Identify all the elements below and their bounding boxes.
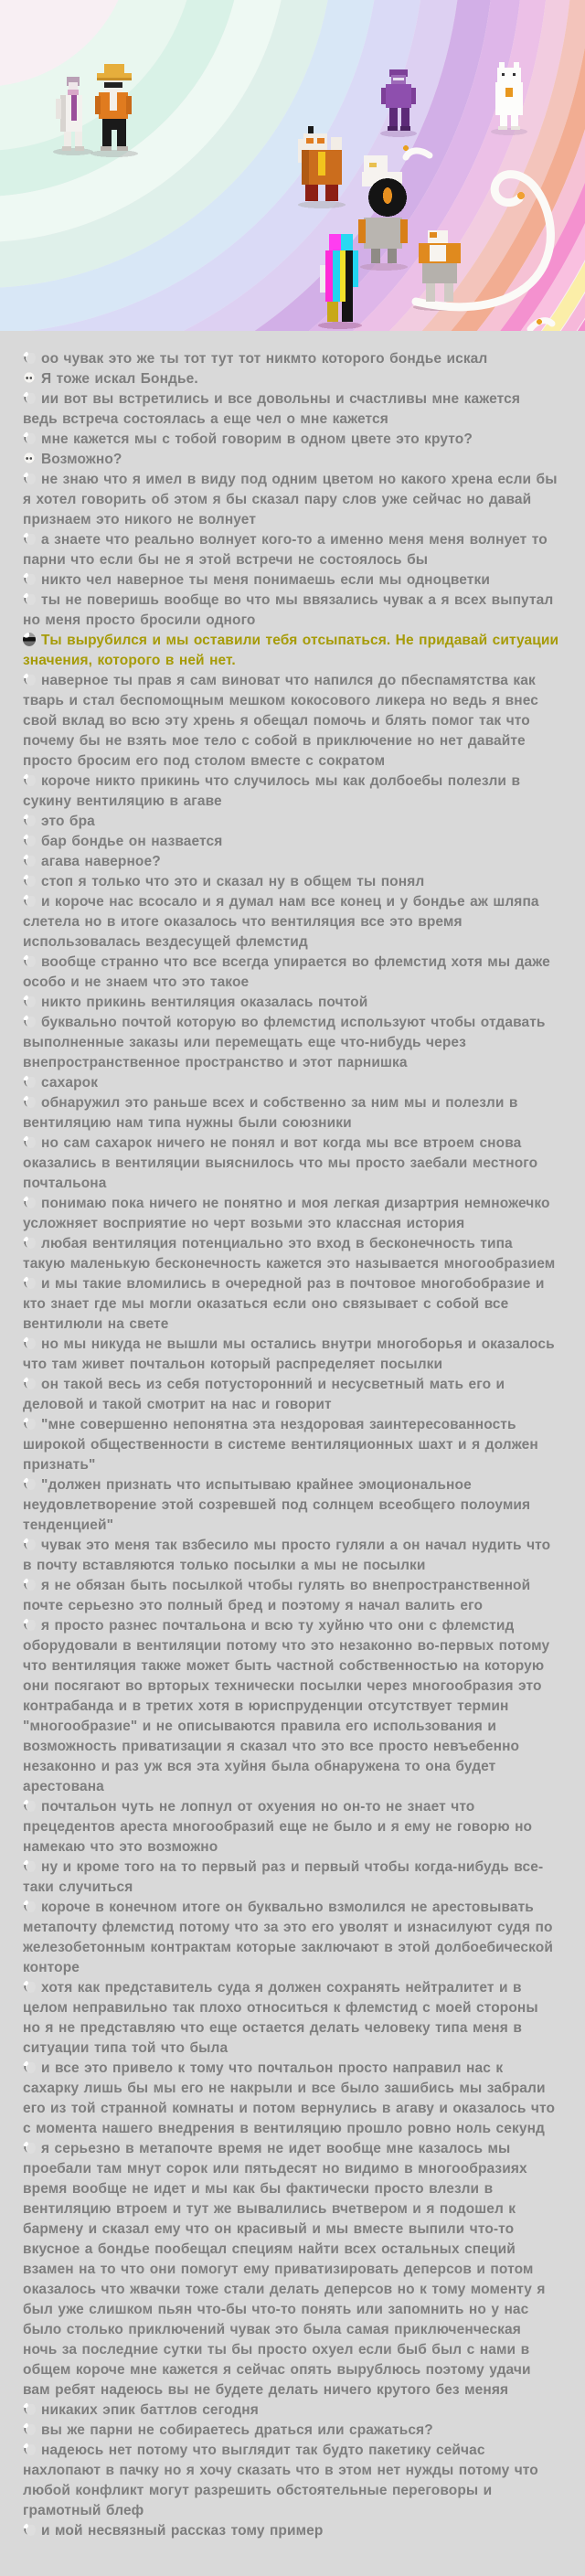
message-row (23, 1415, 559, 1475)
crescent-avatar-icon (23, 1015, 36, 1028)
crescent-avatar-icon (23, 2141, 36, 2155)
message-row (23, 2521, 559, 2541)
message-text: и короче нас всосало и я думал нам все конец и у бондье аж шляпа слетела но в итоге оказалось что вентиляция все это время использовалась вездесущей флемстид (23, 894, 539, 950)
shades-avatar-icon (23, 633, 36, 646)
message-text: почтальон чуть не лопнул от охуения но он-то не знает что прецедентов ареста многообразий еще не было и я ему не говорю но намекаю что это возможно (23, 1799, 533, 1855)
message-text: а знаете что реально волнует кого-то а именно меня меня волнует то парни что если бы не я этой встречи не состоялось бы (23, 532, 548, 568)
message-row (23, 812, 559, 832)
message-text: стоп я только что это и сказал ну в общем ты понял (41, 874, 425, 889)
message-row (23, 349, 559, 369)
crescent-avatar-icon (23, 894, 36, 908)
crescent-avatar-icon (23, 1578, 36, 1591)
crescent-avatar-icon (23, 2402, 36, 2416)
crescent-avatar-icon (23, 834, 36, 847)
message-row (23, 1978, 559, 2059)
crescent-avatar-icon (23, 472, 36, 485)
crescent-avatar-icon (23, 1075, 36, 1089)
message-row (23, 772, 559, 812)
message-text: Я тоже искал Бондье. (41, 371, 198, 387)
message-text: короче никто прикинь что случилось мы как долбоебы полезли в сукину вентиляцию в агаве (23, 773, 521, 809)
skull-avatar-icon (23, 452, 36, 465)
crescent-avatar-icon (23, 351, 36, 365)
message-row (23, 1335, 559, 1375)
message-text: это бра (41, 814, 95, 829)
crescent-avatar-icon (23, 1980, 36, 1994)
message-row (23, 671, 559, 772)
message-row (23, 1898, 559, 1978)
message-text: буквально почтой которую во флемстид используют чтобы отдавать выполненные заказы или перемещать еще что-нибудь через внепространственное пространство и этот парнишка (23, 1015, 546, 1070)
message-text: любая вентиляция потенциально это вход в бесконечность типа такую маленькую бесконечность кажется это называется многообразием (23, 1236, 556, 1272)
crescent-avatar-icon (23, 2443, 36, 2456)
crescent-avatar-icon (23, 592, 36, 606)
message-text: Ты вырубился и мы оставили тебя отсыпаться. Не придавай ситуации значения, которого в ней нет. (23, 633, 559, 668)
message-row (23, 470, 559, 530)
message-row (23, 1013, 559, 1073)
crescent-avatar-icon (23, 1135, 36, 1149)
message-row (23, 832, 559, 852)
message-row (23, 1073, 559, 1093)
message-text: никто прикинь вентиляция оказалась почтой (41, 995, 368, 1010)
crescent-avatar-icon (23, 673, 36, 687)
message-row (23, 852, 559, 872)
message-text: но сам сахарок ничего не понял и вот когда мы все втроем снова оказались в вентиляции выяснилось что мы просто заебали местного почтальона (23, 1135, 538, 1191)
message-row (23, 2400, 559, 2421)
crescent-avatar-icon (23, 874, 36, 888)
message-text: он такой весь из себя потусторонний и несусветный мать его и деловой и такой смотрит на нас и говорит (23, 1377, 505, 1412)
skull-avatar-icon (23, 371, 36, 385)
pixel-art-scene (0, 0, 585, 331)
crescent-avatar-icon (23, 773, 36, 787)
message-text: ну и кроме того на то первый раз и первый чтобы когда-нибудь все-таки случиться (23, 1859, 544, 1895)
message-text: оо чувак это же ты тот тут тот никмто которого бондье искал (41, 351, 488, 367)
message-row (23, 1616, 559, 1797)
message-row (23, 2421, 559, 2441)
message-row (23, 530, 559, 570)
message-row (23, 389, 559, 430)
message-row (23, 1536, 559, 1576)
message-row (23, 369, 559, 389)
rainbow-swirl-background (0, 0, 585, 331)
message-text: вообще странно что все всегда упирается во флемстид хотя мы даже особо и не знаем что это такое (23, 954, 550, 990)
message-row (23, 570, 559, 591)
message-row (23, 1375, 559, 1415)
message-row (23, 892, 559, 953)
message-text: агава наверное? (41, 854, 161, 869)
message-text: обнаружил это раньше всех и собственно за ним мы и полезли в вентиляцию нам типа нужны были союзники (23, 1095, 518, 1131)
message-text: Возможно? (41, 452, 122, 467)
message-row (23, 1475, 559, 1536)
message-text: бар бондье он назвается (41, 834, 223, 849)
message-text: чувак это меня так взбесило мы просто гуляли а он начал нудить что в почту вставляются только посылки а мы не посылки (23, 1538, 551, 1573)
message-row (23, 1797, 559, 1857)
message-text: "мне совершенно непонятна эта нездоровая заинтересованность широкой общественности в системе вентиляционных шахт и я должен признать" (23, 1417, 538, 1473)
crescent-avatar-icon (23, 995, 36, 1008)
crescent-avatar-icon (23, 1900, 36, 1913)
crescent-avatar-icon (23, 2523, 36, 2537)
message-text: не знаю что я имел в виду под одним цветом но какого хрена если бы я хотел говорить об этом я бы сказал пару слов уже сейчас но давай признаем это никого не волнует (23, 472, 558, 527)
crescent-avatar-icon (23, 1799, 36, 1813)
crescent-avatar-icon (23, 1276, 36, 1290)
message-row (23, 953, 559, 993)
message-row (23, 631, 559, 671)
message-row (23, 1093, 559, 1134)
message-text: ты не поверишь вообще во что мы ввязались чувак а я всех выпутал но меня просто бросили одного (23, 592, 554, 628)
message-row (23, 2441, 559, 2521)
message-text: мне кажется мы с тобой говорим в одном цвете это круто? (41, 431, 473, 447)
crescent-avatar-icon (23, 814, 36, 827)
message-row (23, 430, 559, 450)
crescent-avatar-icon (23, 1236, 36, 1250)
crescent-avatar-icon (23, 1377, 36, 1390)
crescent-avatar-icon (23, 854, 36, 868)
message-row (23, 1576, 559, 1616)
message-text: "должен признать что испытываю крайнее эмоциональное неудовлетворение этой созревшей под солнцем всеобщего полоумия тенденцией" (23, 1477, 531, 1533)
crescent-avatar-icon (23, 2060, 36, 2074)
message-text: я серьезно в метапочте время не идет вообще мне казалось мы проебали там мнут сорок или пятьдесят но видимо в многообразиях время вообще не идет и мы как бы фактически просто влезли в вентиляцию втроем и тут же вывалились вчетвером и я подошел к бармену и сказал ему что он красивый и мы вместе выпили что-то вкусное а бондье пообещал специям найти всех остальных специй взамен на то что они помогут ему приватизировать деперсов и потом оказалось что жвачки тоже стали делать деперсов но к тому моменту я был уже слишком пьян что-бы что-то понять или запомнить но у нас было столько приключений чувак это была самая приключенческая ночь за последние сутки ты бы просто охуел если быб был с нами в общем короче мне кажется я сейчас опять вырублюсь поэтому удачи вам ребят надеюсь вы не будете делать ничего крутого без меняя (23, 2141, 546, 2398)
message-text: никто чел наверное ты меня понимаешь если мы одноцветки (41, 572, 490, 588)
crescent-avatar-icon (23, 532, 36, 546)
message-row (23, 1194, 559, 1234)
message-text: надеюсь нет потому что выглядит так будто пакетику сейчас нахлопают в пачку но я хочу сказать что в этом нет нужды потому что любой конфликт могут разрешить обстоятельные переговоры и грамотный блеф (23, 2443, 538, 2518)
message-row (23, 1234, 559, 1274)
message-text: наверное ты прав я сам виноват что напился до пбеспамятства как тварь и стал беспомощным мешком кокосового ликера но ведь я внес свой вклад во всю эту хрень я обещал помочь и блять помог так что почему бы не взять мое тело с собой в приключение но нет давайте просто бросим его под столом вместе с сократом (23, 673, 538, 769)
message-text: ии вот вы встретились и все довольны и счастливы мне кажется ведь встреча состоялась а еще чел о мне кажется (23, 391, 520, 427)
crescent-avatar-icon (23, 1859, 36, 1873)
message-row (23, 993, 559, 1013)
message-text: я просто разнес почтальона и всю ту хуйню что они с флемстид оборудовали в вентиляции потому что это незаконно во-первых потому что вентиляция также может быть частной собственностью на которую они посягают во врторых технически посылки через многообразия это контрабанда и в третих хотя в юриспруденции отсутствует термин "многообразие" и не описываются правила его использования и возможность приватизации я сказал что это все просто невъебенно незаконно и раз уж вся эта хуйня была обнаружена то она будет арестована (23, 1618, 550, 1794)
crescent-avatar-icon (23, 2422, 36, 2436)
message-text: вы же парни не собираетесь драться или сражаться? (41, 2422, 433, 2438)
message-row (23, 1857, 559, 1898)
message-text: хотя как представитель суда я должен сохранять нейтралитет и в целом неправильно так плохо относиться к флемстид с моей стороны но я не представляю что еще остается делать человеку типа меня в ситуации типа той что была (23, 1980, 538, 2056)
message-text: и мой несвязный рассказ тому пример (41, 2523, 324, 2539)
crescent-avatar-icon (23, 954, 36, 968)
message-text: сахарок (41, 1075, 99, 1091)
message-text: и все это привело к тому что почтальон просто направил нас к сахарку лишь бы мы его не накрыли и все было зашибись мы забрали его из той странной комнаты и потом вернулись в агаву и оказалось что с момента нашего внедрения в вентиляцию прошло ровно ноль секунд (23, 2060, 556, 2136)
chat-log (0, 331, 585, 2576)
message-text: короче в конечном итоге он буквально взмолился не арестовывать метапочту флемстид потому что за это его уволят и изнасилуют судя по железобетонным контрактам которые заключают в этой долбоебической конторе (23, 1900, 553, 1975)
crescent-avatar-icon (23, 1417, 36, 1431)
message-text: я не обязан быть посылкой чтобы гулять во внепространственной почте серьезно это полный бред и поэтому я начал валить его (23, 1578, 531, 1613)
message-row (23, 2139, 559, 2400)
crescent-avatar-icon (23, 1095, 36, 1109)
crescent-avatar-icon (23, 1538, 36, 1551)
crescent-avatar-icon (23, 1618, 36, 1632)
message-text: понимаю пока ничего не понятно и моя легкая дизартрия немножечко усложняет восприятие но черт возьми это классная история (23, 1196, 550, 1231)
crescent-avatar-icon (23, 1336, 36, 1350)
crescent-avatar-icon (23, 431, 36, 445)
message-row (23, 2059, 559, 2139)
message-row (23, 1274, 559, 1335)
message-row (23, 1134, 559, 1194)
message-row (23, 591, 559, 631)
message-text: и мы такие вломились в очередной раз в почтовое многобобразие и кто знает где мы могли оказаться если оно связывает с собой все вентилюли на свете (23, 1276, 545, 1332)
crescent-avatar-icon (23, 391, 36, 405)
message-text: никаких эпик баттлов сегодня (41, 2402, 259, 2418)
crescent-avatar-icon (23, 1477, 36, 1491)
crescent-avatar-icon (23, 1196, 36, 1209)
crescent-avatar-icon (23, 572, 36, 586)
message-row (23, 872, 559, 892)
message-text: но мы никуда не вышли мы остались внутри многоборья и оказалось что там живет почтальон который распределяет посылки (23, 1336, 555, 1372)
message-row (23, 450, 559, 470)
